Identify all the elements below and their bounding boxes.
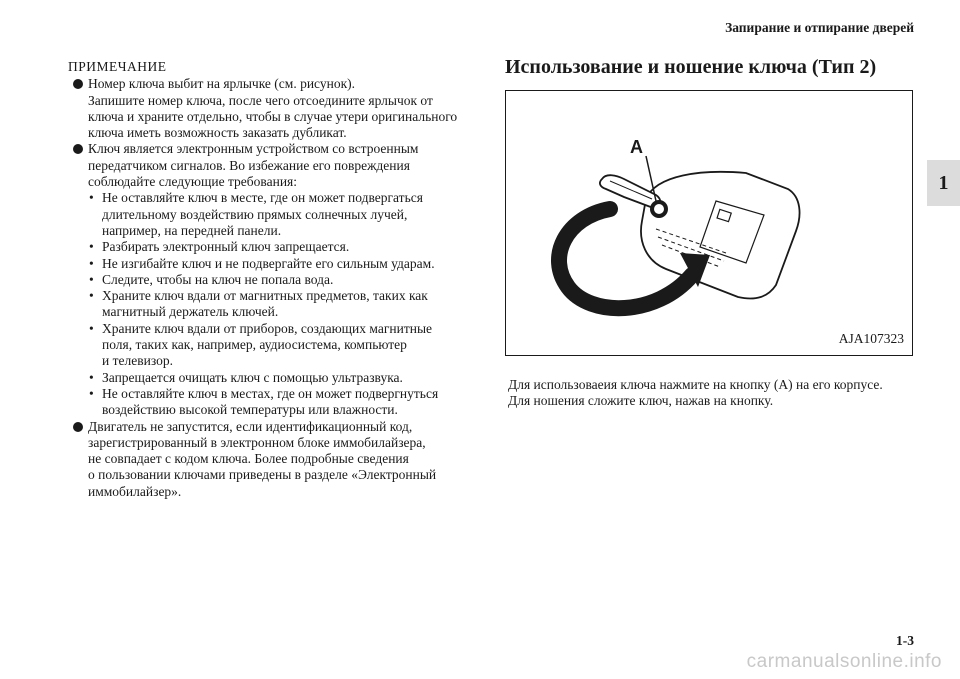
bullet-line: соблюдайте следующие требования: bbox=[88, 174, 298, 190]
sub-line: Храните ключ вдали от магнитных предметов, таких как bbox=[102, 288, 428, 304]
sub-item bbox=[88, 386, 478, 419]
sub-item bbox=[88, 272, 478, 288]
bullet-line: Двигатель не запустится, если идентификационный код, bbox=[88, 418, 413, 434]
bullet-line: Номер ключа выбит на ярлычке (см. рисунок). bbox=[88, 76, 356, 92]
section-block bbox=[505, 55, 917, 79]
sub-line: магнитный держатель ключей. bbox=[102, 304, 279, 320]
bullet-line: Запишите номер ключа, после чего отсоедините ярлычок от bbox=[88, 92, 433, 108]
sub-line: поля, таких как, например, аудиосистема, компьютер bbox=[102, 337, 407, 353]
bullet-line: ключа иметь возможность заказать дубликат. bbox=[88, 125, 347, 141]
note-block bbox=[68, 59, 478, 500]
bullet-dot-icon bbox=[73, 79, 83, 89]
chapter-tab: 1 bbox=[927, 160, 960, 206]
sub-item bbox=[88, 370, 478, 386]
sub-item bbox=[88, 288, 478, 321]
sub-line: Запрещается очищать ключ с помощью ультразвука. bbox=[102, 369, 403, 385]
sub-marker: • bbox=[89, 271, 94, 287]
bullet-line: передатчиком сигналов. Во избежание его повреждения bbox=[88, 157, 410, 173]
sub-marker: • bbox=[89, 288, 94, 304]
figure-caption bbox=[508, 377, 918, 410]
bullet-line: о пользовании ключами приведены в разделе «Электронный bbox=[88, 467, 437, 483]
note-bullet bbox=[68, 419, 478, 500]
note-title: ПРИМЕЧАНИЕ bbox=[68, 59, 167, 74]
bullet-line: зарегистрированный в электронном блоке иммобилайзера, bbox=[88, 434, 426, 450]
sub-marker: • bbox=[89, 190, 94, 206]
sub-item bbox=[88, 239, 478, 255]
sub-marker: • bbox=[89, 255, 94, 271]
figure-label-a: A bbox=[630, 137, 643, 157]
sub-line: воздействию высокой температуры или влажности. bbox=[102, 402, 398, 418]
note-bullet bbox=[68, 141, 478, 418]
sub-line: Храните ключ вдали от приборов, создающих магнитные bbox=[102, 320, 433, 336]
key-illustration bbox=[506, 91, 911, 354]
bullet-line: иммобилайзер». bbox=[88, 483, 182, 499]
key-body-outline bbox=[641, 172, 800, 299]
bullet-dot-icon bbox=[73, 144, 83, 154]
note-bullet bbox=[68, 76, 478, 141]
sub-item bbox=[88, 190, 478, 239]
sub-line: и телевизор. bbox=[102, 353, 173, 369]
sub-line: Не оставляйте ключ в местах, где он может подвергнуться bbox=[102, 385, 439, 401]
section-title: Использование и ношение ключа (Тип 2) bbox=[505, 56, 877, 78]
sub-marker: • bbox=[89, 239, 94, 255]
sub-line: Не изгибайте ключ и не подвергайте его сильным ударам. bbox=[102, 255, 435, 271]
sub-line: Не оставляйте ключ в месте, где он может подвергаться bbox=[102, 190, 423, 206]
sub-marker: • bbox=[89, 369, 94, 385]
bullet-line: Ключ является электронным устройством со встроенным bbox=[88, 141, 419, 157]
sub-line: Следите, чтобы на ключ не попала вода. bbox=[102, 271, 334, 287]
sub-item bbox=[88, 256, 478, 272]
page-number: 1-3 bbox=[896, 633, 914, 648]
caption-line: Для использоваеия ключа нажмите на кнопку (A) на его корпусе. bbox=[508, 377, 883, 392]
caption-line: Для ношения сложите ключ, нажав на кнопку. bbox=[508, 393, 774, 409]
sub-line: например, на передней панели. bbox=[102, 222, 282, 238]
sub-item bbox=[88, 321, 478, 370]
watermark: carmanualsonline.info bbox=[746, 651, 942, 672]
key-figure bbox=[505, 90, 913, 356]
bullet-line: не совпадает с кодом ключа. Более подробные сведения bbox=[88, 451, 409, 467]
bullet-dot-icon bbox=[73, 422, 83, 432]
bullet-line: ключа и храните отдельно, чтобы в случае утери оригинального bbox=[88, 108, 458, 124]
sub-marker: • bbox=[89, 320, 94, 336]
page-header: Запирание и отпирание дверей bbox=[725, 20, 914, 35]
sub-marker: • bbox=[89, 385, 94, 401]
sub-line: длительному воздействию прямых солнечных лучей, bbox=[102, 206, 408, 222]
figure-code: AJA107323 bbox=[838, 331, 904, 346]
sub-line: Разбирать электронный ключ запрещается. bbox=[102, 239, 350, 255]
